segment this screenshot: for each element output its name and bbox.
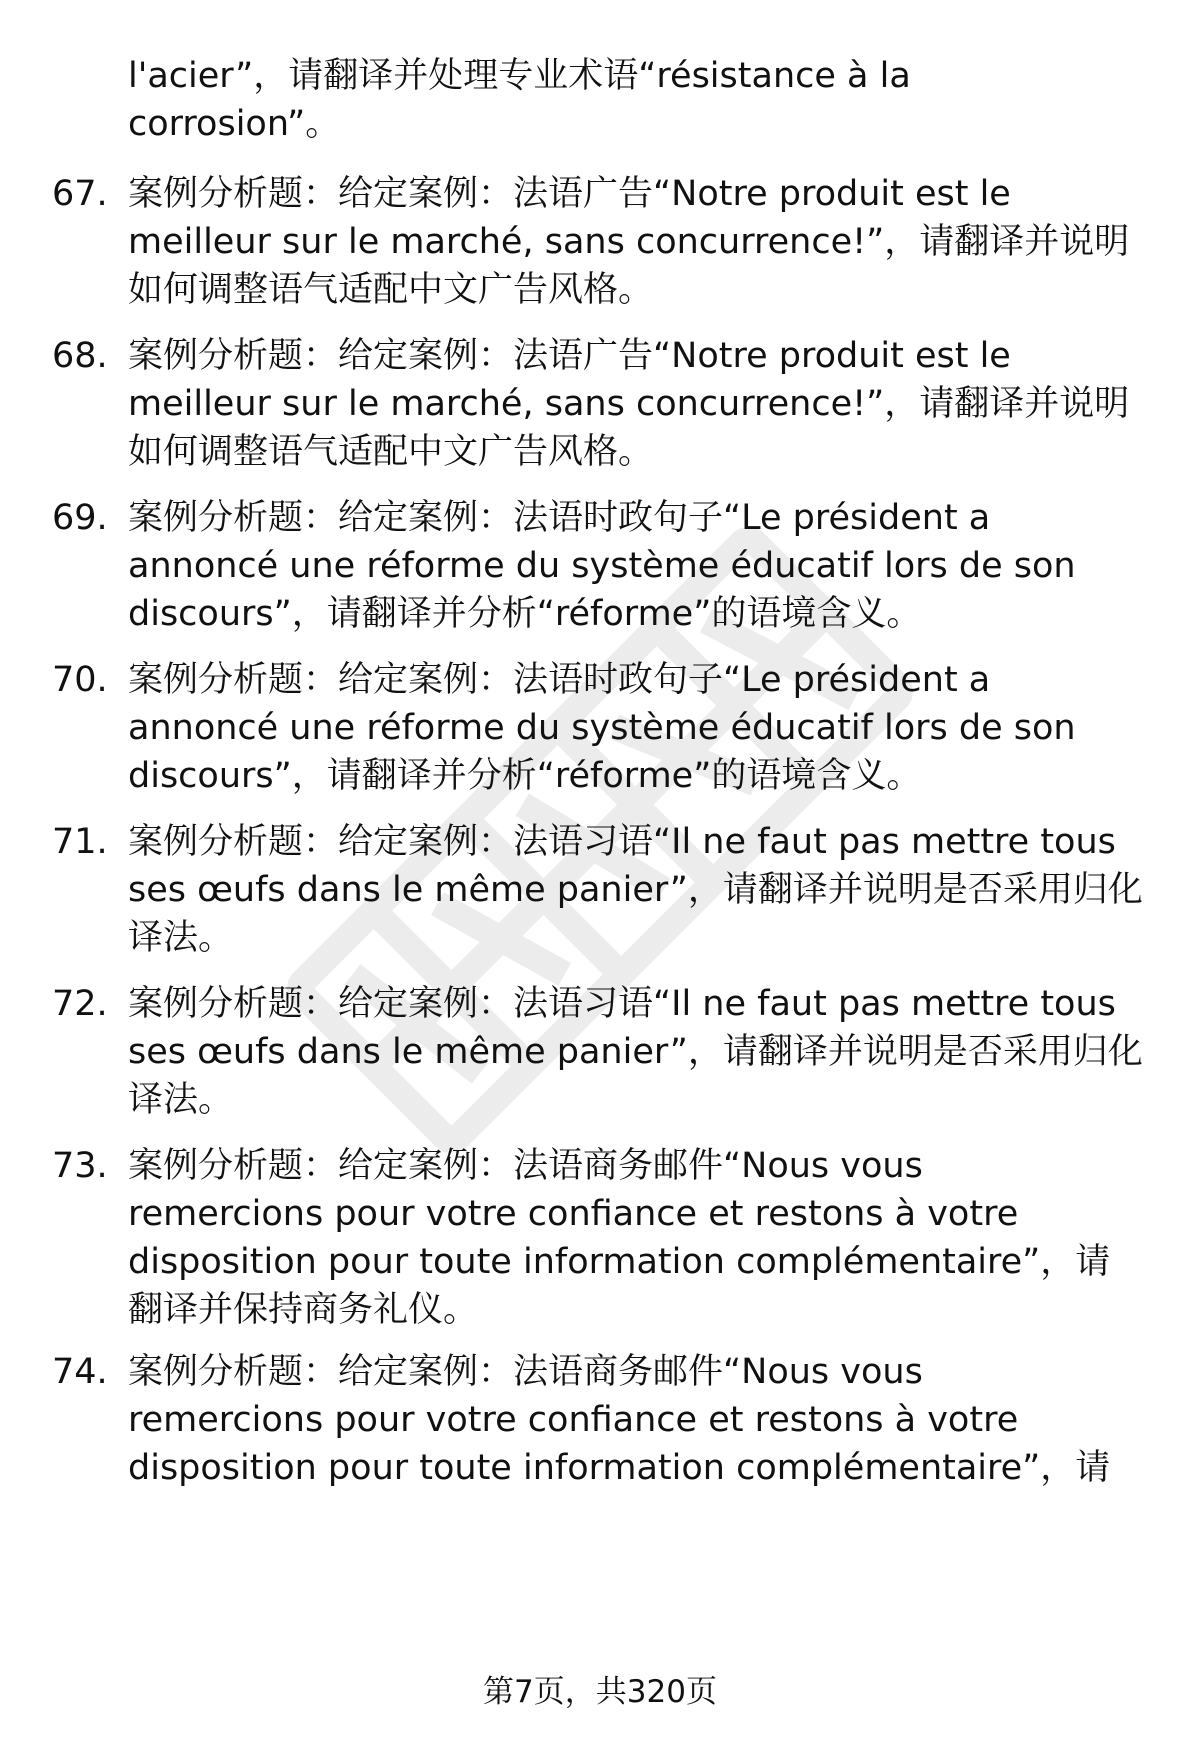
text-line: 翻译并保持商务礼仪。 bbox=[128, 1290, 479, 1330]
text-line: 案例分析题：给定案例：法语习语“Il ne faut pas mettre tous bbox=[128, 822, 1116, 862]
question-text bbox=[128, 332, 1168, 476]
question-number: 68. bbox=[52, 336, 108, 376]
text-line: remercions pour votre confiance et restons à votre bbox=[128, 1400, 1019, 1440]
text-line: 译法。 bbox=[128, 918, 234, 958]
question-number: 70. bbox=[52, 660, 108, 700]
text-line: disposition pour toute information complémentaire”，请 bbox=[128, 1242, 1111, 1282]
question-number: 69. bbox=[52, 498, 108, 538]
text-line: meilleur sur le marché, sans concurrence!”，请翻译并说明 bbox=[128, 222, 1130, 262]
text-line: corrosion”。 bbox=[128, 104, 341, 144]
text-line: discours”，请翻译并分析“réforme”的语境含义。 bbox=[128, 756, 922, 796]
text-line: l'acier”，请翻译并处理专业术语“résistance à la bbox=[128, 56, 911, 96]
question-number: 72. bbox=[52, 984, 108, 1024]
text-line: 案例分析题：给定案例：法语广告“Notre produit est le bbox=[128, 174, 1011, 214]
question-text bbox=[128, 1142, 1168, 1334]
text-line: discours”，请翻译并分析“réforme”的语境含义。 bbox=[128, 594, 922, 634]
text-line: 如何调整语气适配中文广告风格。 bbox=[128, 432, 654, 472]
page-number-footer: 第7页，共320页 bbox=[483, 1674, 717, 1710]
question-text bbox=[128, 980, 1168, 1124]
question-number: 73. bbox=[52, 1146, 108, 1186]
text-line: 案例分析题：给定案例：法语习语“Il ne faut pas mettre tous bbox=[128, 984, 1116, 1024]
question-text bbox=[128, 170, 1168, 314]
question-number: 74. bbox=[52, 1352, 108, 1392]
text-line: 案例分析题：给定案例：法语商务邮件“Nous vous bbox=[128, 1352, 923, 1392]
text-line: annoncé une réforme du système éducatif lors de son bbox=[128, 708, 1076, 748]
question-text bbox=[128, 818, 1168, 962]
question-number: 71. bbox=[52, 822, 108, 862]
text-line: disposition pour toute information complémentaire”，请 bbox=[128, 1448, 1111, 1488]
text-line: annoncé une réforme du système éducatif lors de son bbox=[128, 546, 1076, 586]
continuation-text bbox=[128, 52, 1168, 148]
text-line: 案例分析题：给定案例：法语商务邮件“Nous vous bbox=[128, 1146, 923, 1186]
text-line: 译法。 bbox=[128, 1080, 234, 1120]
text-line: meilleur sur le marché, sans concurrence!”，请翻译并说明 bbox=[128, 384, 1130, 424]
text-line: ses œufs dans le même panier”，请翻译并说明是否采用归化 bbox=[128, 1032, 1143, 1072]
text-line: ses œufs dans le même panier”，请翻译并说明是否采用归化 bbox=[128, 870, 1143, 910]
question-number: 67. bbox=[52, 174, 108, 214]
text-line: remercions pour votre confiance et restons à votre bbox=[128, 1194, 1019, 1234]
text-line: 案例分析题：给定案例：法语广告“Notre produit est le bbox=[128, 336, 1011, 376]
text-line: 案例分析题：给定案例：法语时政句子“Le président a bbox=[128, 498, 991, 538]
question-text bbox=[128, 1348, 1168, 1492]
question-text bbox=[128, 656, 1168, 800]
question-text bbox=[128, 494, 1168, 638]
text-line: 如何调整语气适配中文广告风格。 bbox=[128, 270, 654, 310]
text-line: 案例分析题：给定案例：法语时政句子“Le président a bbox=[128, 660, 991, 700]
